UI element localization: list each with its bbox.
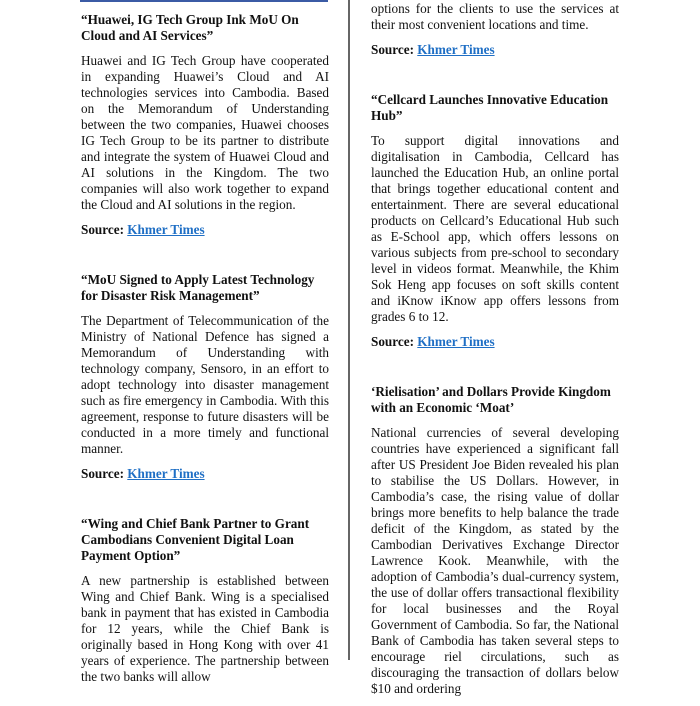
- article-body: National currencies of several developing countries have experienced a significant fall after US President Joe Biden revealed his plan to stabilise the US Dollars. However, in Cambodia’s case, the rising value of dollar brings more benefits to help balance the trade deficit of the Kingdom, as stated by the Cambodian Derivatives Exchange Director Lawrence Kook. Meanwhile, with the adoption of Cambodia’s dual-currency system, the use of dollar offers transactional flexibility for local businesses and the Royal Government of Cambodia. So far, the National Bank of Cambodia has taken several steps to encourage riel circulations, such as discouraging the transaction of dollars below $10 and ordering: [371, 425, 619, 696]
- article-body: The Department of Telecommunication of the Ministry of National Defence has signed a Memorandum of Understanding with technology company, Sensoro, in an effort to adopt technology into disaster management such as fire emergency in Cambodia. With this agreement, response to future disasters will be conducted in a more timely and functional manner.: [81, 313, 329, 456]
- article-huawei: [81, 12, 329, 238]
- source-label: Source:: [371, 334, 414, 349]
- source-link-khmer-times[interactable]: Khmer Times: [417, 334, 495, 349]
- article-body: Huawei and IG Tech Group have cooperated in expanding Huawei’s Cloud and AI technologies services into Cambodia. Based on the Memorandum of Understanding between the two companies, Huawei chooses IG Tech Group to be its partner to distribute and integrate the system of Huawei Cloud and AI solutions in the Kingdom. The two companies will also work together to expand the Cloud and AI solutions in the region.: [81, 53, 329, 212]
- article-headline: “Wing and Chief Bank Partner to Grant Cambodians Convenient Digital Loan Payment Option”: [81, 516, 310, 563]
- source-link-khmer-times[interactable]: Khmer Times: [127, 222, 205, 237]
- article-source: [371, 334, 619, 350]
- article-source: [81, 222, 329, 238]
- article-source: [81, 466, 329, 482]
- article-headline: “Huawei, IG Tech Group Ink MoU On Cloud and AI Services”: [81, 12, 299, 43]
- article-rielisation: [371, 384, 619, 697]
- article-body: To support digital innovations and digitalisation in Cambodia, Cellcard has launched the Education Hub, an online portal that brings together educational content and entertainment. There are several educational products on Cellcard’s Educational Hub such as E-School app, which offers lessons on various subjects from pre-school to secondary level in videos format. Meanwhile, the Khim Sok Heng app focuses on soft skills content and iKnow iKnow app offers lessons from grades 6 to 12.: [371, 133, 619, 324]
- source-link-khmer-times[interactable]: Khmer Times: [417, 42, 495, 57]
- left-column: [81, 12, 329, 694]
- column-top-rule: [80, 0, 328, 2]
- article-body: A new partnership is established between Wing and Chief Bank. Wing is a specialised bank in payment that has existed in Cambodia for 12 years, while the Chief Bank is originally based in Hong Kong with over 41 years of experience. The partnership between the two banks will allow: [81, 573, 329, 684]
- column-divider: [348, 0, 350, 660]
- article-headline: ‘Rielisation’ and Dollars Provide Kingdom with an Economic ‘Moat’: [371, 384, 611, 415]
- right-column: [371, 1, 619, 706]
- article-cellcard: [371, 92, 619, 350]
- article-headline: “Cellcard Launches Innovative Education Hub”: [371, 92, 609, 123]
- source-link-khmer-times[interactable]: Khmer Times: [127, 466, 205, 481]
- continued-body: options for the clients to use the services at their most convenient locations and time.: [371, 1, 619, 32]
- article-headline: “MoU Signed to Apply Latest Technology for Disaster Risk Management”: [81, 272, 315, 303]
- article-disaster-risk: [81, 272, 329, 482]
- source-label: Source:: [81, 222, 124, 237]
- source-label: Source:: [81, 466, 124, 481]
- source-label: Source:: [371, 42, 414, 57]
- article-source: [371, 42, 619, 58]
- article-continued: [371, 1, 619, 58]
